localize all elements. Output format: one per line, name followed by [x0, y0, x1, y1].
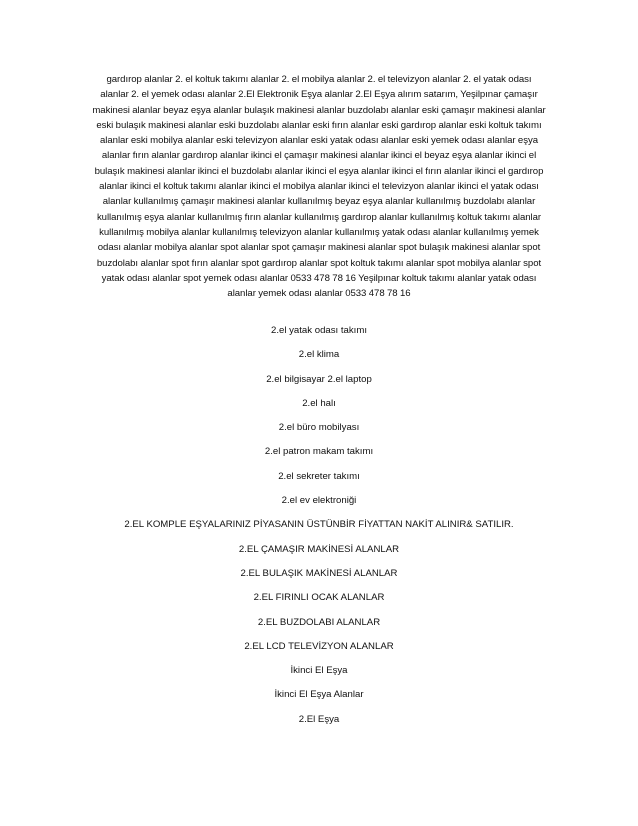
list-line: 2.EL FIRINLI OCAK ALANLAR	[253, 592, 385, 604]
list-line: 2.EL KOMPLE EŞYALARINIZ PİYASANIN ÜSTÜNBİR FİYATTAN NAKİT ALINIR& SATILIR.	[124, 519, 514, 531]
list-line: 2.el ev elektroniği	[281, 495, 357, 507]
list-line: 2.el yatak odası takımı	[271, 325, 367, 336]
list-line: 2.el klima	[298, 349, 340, 361]
list-line: 2.El Eşya	[298, 713, 340, 725]
body-paragraph: gardırop alanlar 2. el koltuk takımı alanlar 2. el mobilya alanlar 2. el televizyon alanlar 2. el yatak odası alanlar 2. el yemek odası alanlar 2.El Elektronik Eşya alanlar 2.El Eşya alırım satarım, Yeşilpınar çamaşır makinesi alanlar beyaz eşya alanlar bulaşık makinesi alanlar buzdolabı alanlar eski çamaşır makinesi alanlar eski bulaşık makinesi alanlar eski buzdolabı alanlar eski fırın alanlar eski gardırop alanlar eski koltuk takımı alanlar eski mobilya alanlar eski televizyon alanlar eski yatak odası alanlar eski yemek odası alanlar eşya alanlar fırın alanlar gardırop alanlar ikinci el çamaşır makinesi alanlar ikinci el beyaz eşya alanlar ikinci el bulaşık makinesi alanlar ikinci el buzdolabı alanlar ikinci el eşya alanlar ikinci el fırın alanlar ikinci el gardırop alanlar ikinci el koltuk takımı alanlar ikinci el mobilya alanlar ikinci el televizyon alanlar ikinci el yatak odası alanlar kullanılmış çamaşır makinesi alanlar kullanılmış beyaz eşya alanlar kullanılmış buzdolabı alanlar kullanılmış eşya alanlar kullanılmış fırın alanlar kullanılmış gardırop alanlar kullanılmış koltuk takımı alanlar kullanılmış mobilya alanlar kullanılmış televizyon alanlar kullanılmış yatak odası alanlar kullanılmış yemek odası alanlar mobilya alanlar spot alanlar spot çamaşır makinesi alanlar spot bulaşık makinesi alanlar spot buzdolabı alanlar spot fırın alanlar spot gardırop alanlar spot koltuk takımı alanlar spot mobilya alanlar spot yatak odası alanlar spot yemek odası alanlar 0533 478 78 16 Yeşilpınar koltuk takımı alanlar yatak odası alanlar yemek odası alanlar 0533 478 78 16	[92, 74, 546, 300]
listing-lines	[40, 324, 598, 737]
list-line: 2.EL BUZDOLABI ALANLAR	[257, 616, 381, 628]
list-line: 2.el sekreter takımı	[278, 470, 360, 482]
list-line: İkinci El Eşya	[290, 665, 348, 677]
list-line: 2.EL LCD TELEVİZYON ALANLAR	[244, 640, 394, 652]
list-line: 2.el halı	[302, 397, 336, 409]
list-line: 2.el büro mobilyası	[278, 422, 360, 434]
list-line: 2.el bilgisayar 2.el laptop	[266, 373, 372, 385]
list-line: 2.EL ÇAMAŞIR MAKİNESİ ALANLAR	[238, 543, 400, 555]
list-line: 2.EL BULAŞIK MAKİNESİ ALANLAR	[240, 567, 398, 579]
list-line: 2.el patron makam takımı	[264, 446, 374, 458]
list-line: İkinci El Eşya Alanlar	[274, 689, 364, 701]
